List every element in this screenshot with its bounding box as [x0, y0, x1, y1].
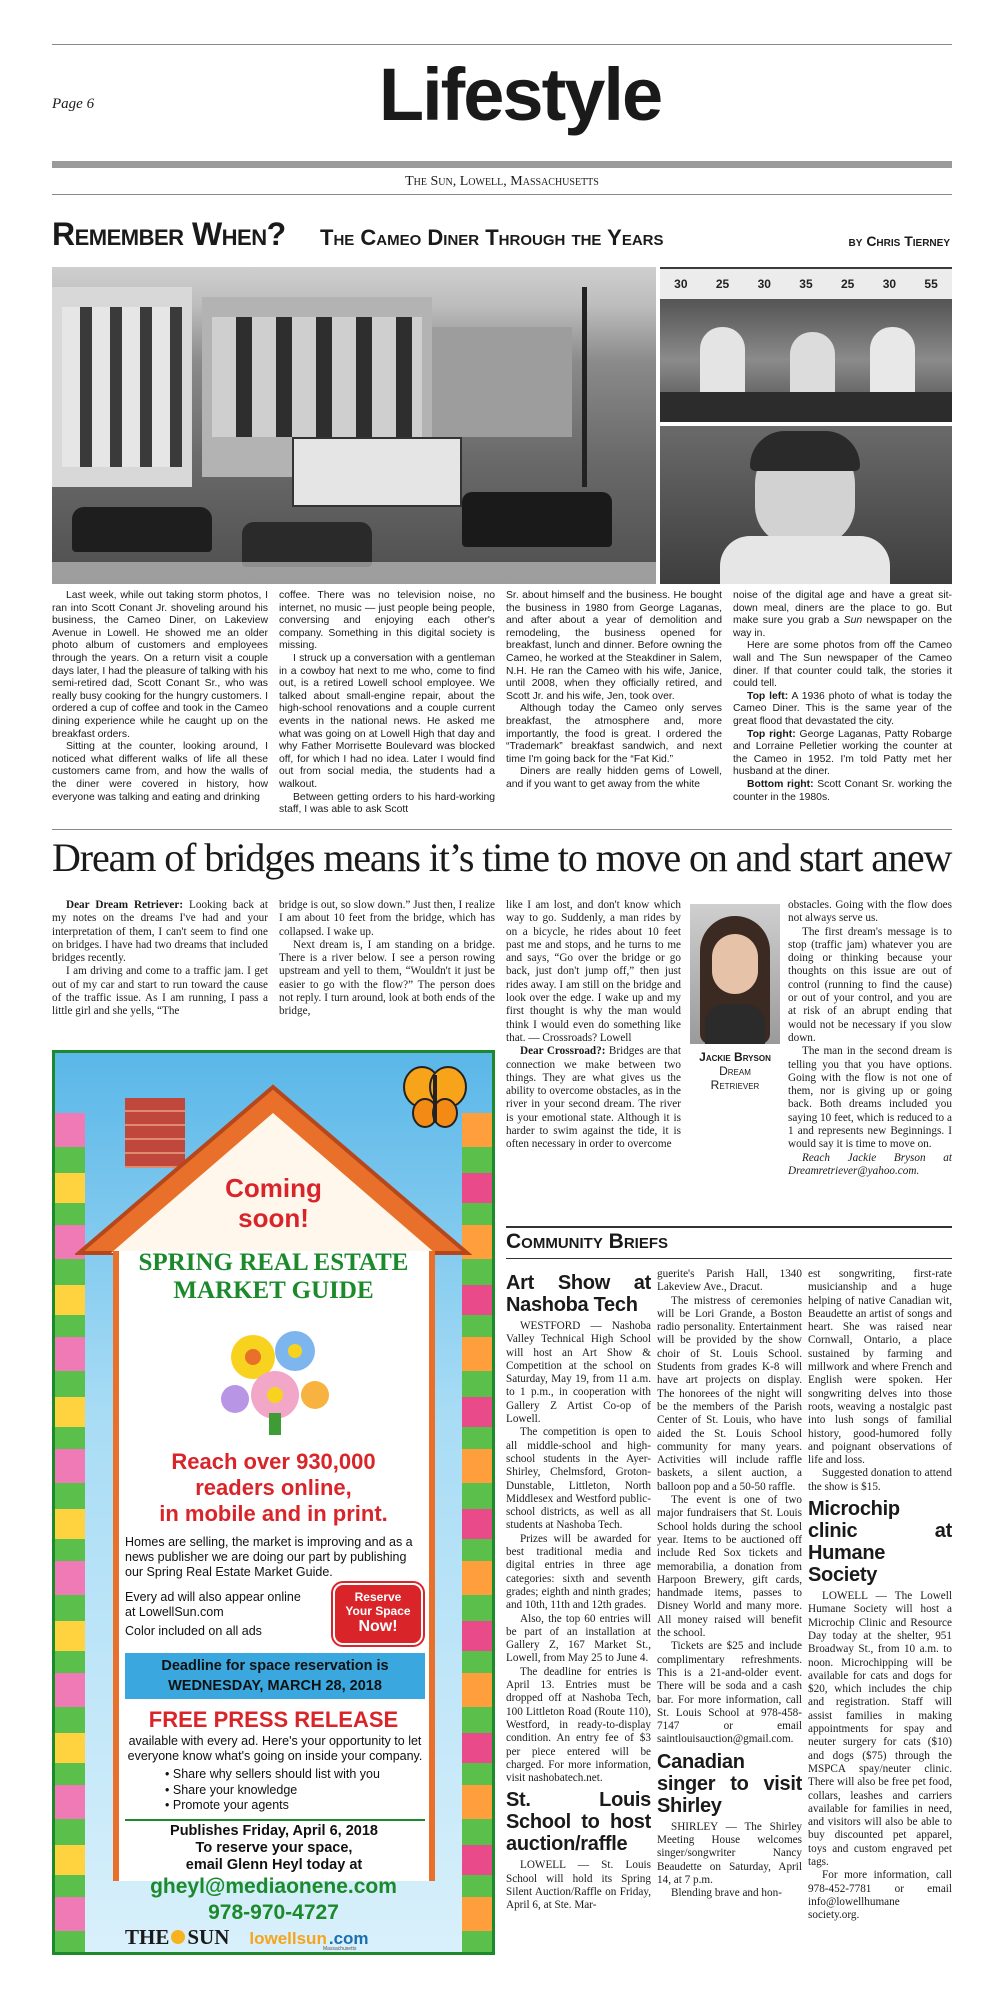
section-divider	[52, 829, 952, 830]
dream-column-4	[788, 899, 952, 1221]
paragraph: coffee. There was no television noise, no internet, no music — just people being people, conversing and enjoying each other's company. Something in this digital society is missing.	[279, 590, 495, 652]
ad-reach	[55, 1449, 492, 1527]
paragraph: The man in the second dream is telling you that you have options. Going with the flow is not one of them, nor is giving up or going back. Both dreams included you saying 10 feet, which is reduced to a 1 and represents new Beginnings. I would say it is time to move on.	[788, 1045, 952, 1151]
paragraph: The event is one of two major fundraisers that St. Louis School holds during the school year. Items to be auctioned off include Red Sox tickets and memorabilia, a donation from Harpoon Brewery, gift cards, handmade items, passes to Disney World and many more. All money raised will benefit the school.	[657, 1494, 802, 1640]
publish-info	[113, 1823, 435, 1874]
free-press-title: FREE PRESS RELEASE	[148, 1707, 399, 1732]
free-press-body: available with every ad. Here's your opportunity to let everyone know what's going on inside your company.	[127, 1734, 423, 1763]
paragraph: Blending brave and hon-	[671, 1887, 782, 1900]
caption-label: Top right:	[747, 728, 796, 740]
ad-bullets	[165, 1767, 425, 1814]
paragraph: Although today the Cameo only serves breakfast, the atmosphere and, more importantly, the food is great. I ordered the “Trademark” breakfast sandwich, and next time I'm going back for the “Fat Kid.”	[506, 703, 722, 765]
online-line: Every ad will also appear online	[125, 1590, 301, 1604]
paragraph: Between getting orders to his hard-working staff, I was able to ask Scott	[279, 791, 495, 816]
cameo-1952-counter-photo	[660, 267, 952, 422]
reserve-badge	[333, 1583, 423, 1645]
logo-sun: SUN	[187, 1925, 230, 1949]
paragraph: For more information, call 978-452-7781 or email info@lowellhumane society.org.	[808, 1869, 952, 1922]
paragraph: Sr. about himself and the business. He bought the business in 1980 from George Laganas, and after about a year of demolition and remodeling, the business opened for breakfast, lunch and dinner. Before owning the Cameo, he worked at the Steakdiner in Salem, N.H. He ran the Cameo with his wife, Janice, until 2008, when they officially retired, and Scott Jr. and his wife, Jen, took over.	[506, 590, 722, 702]
publish-line: email Glenn Heyl today at	[185, 1857, 363, 1873]
contact: Reach Jackie Bryson at Dreamretriever@yahoo.com.	[788, 1151, 952, 1177]
caption-label: Top left:	[747, 690, 789, 702]
paragraph: guerite's Parish Hall, 1340 Lakeview Ave., Dracut.	[657, 1268, 802, 1294]
briefs-column-1	[506, 1268, 651, 1958]
bullet-item: • Share why sellers should list with you	[165, 1767, 380, 1781]
author-title: Dream	[719, 1064, 751, 1078]
paragraph: Suggested donation to attend the show is $15.	[808, 1467, 952, 1493]
dream-column-1	[52, 899, 268, 1044]
reach-line: in mobile and in print.	[159, 1501, 388, 1526]
feature-byline: by Chris Tierney	[848, 233, 950, 249]
paragraph: The deadline for entries is April 13. Entries must be dropped off at Nashoba Tech, 100 Littleton Road (Route 110), Westford, in ready-to-display condition. An entry fee of $3 per piece entered will be charged. For more information, visit nashobatech.net.	[506, 1665, 651, 1785]
briefs-top-rule	[506, 1226, 952, 1228]
publish-line: To reserve your space,	[195, 1840, 353, 1856]
caption-label: Bottom right:	[747, 778, 814, 790]
publish-line: Publishes Friday, April 6, 2018	[170, 1823, 378, 1839]
real-estate-ad	[52, 1050, 495, 1955]
paragraph: The mistress of ceremonies will be Lori Grande, a Boston radio personality. Entertainment will be provided by the show choir of St. Louis School. Students from grades K-8 will have art projects on display. The honorees of the night will be the members of the Parish Center of St. Louis, who have aided the St. Louis School community for many years. Activities will include raffle baskets, a silent auction, a balloon pop and a 50-50 raffle.	[657, 1294, 802, 1493]
feature-column-4	[733, 590, 952, 827]
letter-lead: Dear Dream Retriever:	[66, 899, 184, 911]
paragraph: bridge is out, so slow down.” Just then, I realize I am about 10 feet from the bridge, which has collapsed. I wake up.	[279, 899, 495, 938]
paragraph: Also, the top 60 entries will be part of an installation at Gallery Z, 167 Market St., Lowell, from May 25 to June 4.	[506, 1612, 651, 1665]
top-rule	[52, 44, 952, 45]
menu-price: 25	[840, 277, 855, 291]
paragraph: like I am lost, and don't know which way to go. Suddenly, a man rides by on a bicycle, he rides about 10 feet past me and stops, and he turns to me and says, “Go over the bridge or go back, just don't jump off,” then just rides away. I am still on the bridge and look over the edge. I wake up and my first thought is why the man would think I would even do something like that. — Crossroads? Lowell	[506, 899, 681, 1044]
badge-line: Your Space	[345, 1604, 411, 1618]
ad-logos	[125, 1925, 425, 1953]
section-title: Lifestyle	[378, 53, 662, 136]
reach-line: Reach over 930,000	[171, 1449, 376, 1474]
paragraph: Sitting at the counter, looking around, I noticed what different walks of life all these customers came from, and how the walls of the diner were covered in history, how everyone was talking and eating and drinking	[52, 741, 268, 803]
ad-body: Homes are selling, the market is improving and as a news publisher we are doing our part by publishing our Spring Real Estate Market Guide.	[125, 1535, 413, 1579]
paragraph: SHIRLEY — The Shirley Meeting House welcomes singer/songwriter Nancy Beaudette on Saturday, April 14, at 7 p.m.	[657, 1820, 802, 1886]
cameo-1936-photo	[52, 267, 656, 584]
text: Sun	[843, 615, 863, 627]
menu-price: 35	[799, 277, 813, 291]
author-photo	[690, 904, 780, 1044]
logo-web: lowellsun	[249, 1929, 327, 1948]
bullet-text: Share why sellers should list with you	[172, 1767, 380, 1781]
caption: A 1936 photo of what is today the Cameo Diner. This is the same year of the great flood that devastated the city.	[733, 690, 952, 727]
masthead-bar	[52, 161, 952, 168]
page-number: Page 6	[52, 96, 95, 112]
menu-price: 30	[674, 277, 688, 291]
paragraph: obstacles. Going with the flow does not always serve us.	[788, 899, 952, 925]
deadline-line: Deadline for space reservation is	[161, 1658, 389, 1674]
ad-coming-soon	[55, 1173, 492, 1233]
sun-icon	[171, 1930, 185, 1944]
bullet-item: • Share your knowledge	[165, 1782, 298, 1797]
logo-state: Massachusetts	[323, 1946, 357, 1952]
bullet-item: • Promote your agents	[165, 1798, 289, 1812]
butterfly-icon	[400, 1061, 470, 1131]
logo-com: .com	[328, 1929, 369, 1948]
paragraph: WESTFORD — Nashoba Valley Technical High School will host an Art Show & Competition at the school on Saturday, May 19, from 11 a.m. to 1 p.m., in cooperation with Gallery Z Artist Co-op of Lowell.	[506, 1320, 651, 1426]
paragraph: Here are some photos from off the Cameo wall and The Sun newspaper of the Cameo diner. If that counter could talk, the stories it could tell.	[733, 640, 952, 690]
ad-title-line: SPRING REAL ESTATE	[138, 1249, 409, 1276]
dream-headline: Dream of bridges means it’s time to move on and start anew	[52, 835, 952, 880]
logo-the: THE	[125, 1925, 170, 1949]
ad-phone: 978-970-4727	[208, 1901, 339, 1924]
dream-column-3	[506, 899, 681, 1221]
paragraph: Tickets are $25 and include complimentary refreshments. This is a 21-and-older event. There will be soda and a cash bar. For more information, call St. Louis School at 978-458-7147 or email saintlouisauction@gmail.com.	[657, 1640, 802, 1746]
author-title: Retriever	[710, 1078, 760, 1092]
reach-line: readers online,	[195, 1475, 352, 1500]
ad-online	[125, 1590, 325, 1639]
text: Bridges are that connection we make between two things. They are what gives us the ability to overcome obstacles, as in the river in your second dream. The river is your emotional state. Although it is harder to swim against the tide, it is often necessary in order to overcome	[506, 1045, 681, 1151]
badge-line: Now!	[358, 1618, 398, 1635]
masthead-underline	[52, 194, 952, 195]
briefs-header-rule	[506, 1258, 952, 1259]
deadline-line: WEDNESDAY, MARCH 28, 2018	[168, 1678, 382, 1694]
text: noise of the digital age and have a great sit-down meal, diners are the place to go. But make sure you grab a	[733, 590, 952, 627]
brief-title: St. Louis School to host auction/raffle	[506, 1789, 651, 1856]
author-credit	[683, 1050, 787, 1092]
caption: Scott Conant Sr. working the counter in the 1980s.	[733, 778, 952, 803]
paragraph: Next dream is, I am standing on a bridge. There is a river below. I see a person rowing upstream and yell to them, “Wouldn't it just be easier to go with the flow?” The person does not reply. I turn around, look at both ends of the bridge,	[279, 938, 495, 1018]
brief-title: Art Show at Nashoba Tech	[506, 1272, 651, 1316]
menu-price: 25	[715, 277, 730, 291]
paragraph: LOWELL — The Lowell Humane Society will host a Microchip Clinic and Resource Day today at the shelter, 951 Broadway St., from 10 a.m. to noon. Microchipping will be available for cats and dogs for $20, which includes the chip and registration. Staff will assist families in making appointments for spay and neuter surgery for cats ($10) and dogs ($75) through the MSPCA spay/neuter clinic. There will also be free pet food, collars, leashes and carriers available for families in need, and visitors will also be able to buy discounted pet apparel, toys and custom engraved pet tags.	[808, 1590, 952, 1868]
bullet-text: Share your knowledge	[172, 1782, 298, 1797]
feature-column-3	[506, 590, 722, 827]
soon-text: soon!	[238, 1203, 309, 1233]
paragraph: The competition is open to all middle-school and high-school students in the Ayer-Shirley, Chelmsford, Groton-Dunstable, Littleton, North Middlesex and Westford public-school districts, as well as all students at Nashoba Tech.	[506, 1426, 651, 1532]
caption: George Laganas, Patty Robarge and Lorraine Pelletier working the counter at the Cameo in 1952. I'm told Patty met her husband at the diner.	[733, 728, 952, 778]
briefs-column-2	[657, 1268, 802, 1958]
feature-title: The Cameo Diner Through the Years	[320, 225, 664, 250]
deadline-banner	[125, 1653, 425, 1699]
text: Looking back at my notes on the dreams I've had and your interpretation of them, I can't seem to find one on bridges. I have had two dreams that included bridges recently.	[52, 899, 268, 965]
conant-1980s-photo	[660, 426, 952, 584]
coming-text: Coming	[225, 1173, 322, 1203]
divider	[125, 1819, 425, 1821]
paragraph: The first dream's message is to stop (traffic jam) whatever you are doing or thinking because your thoughts on this issue are out of control (running to find the cause) or out of your control, and you are at risk of an abrupt ending that would not be necessary if you slow down.	[788, 925, 952, 1044]
paragraph: I struck up a conversation with a gentleman in a cowboy hat next to me who, come to find out, is a retired Lowell school employee. We talked about small-engine repair, about the high-school renovations and a couple current events in the national news. He asked me what was going on at Lowell High that day and why Father Morrisette Boulevard was blocked off, for which I had no idea. Later I would find out from social media, the students had a walkout.	[279, 652, 495, 790]
menu-price: 55	[924, 277, 938, 291]
ad-title-line: MARKET GUIDE	[173, 1277, 374, 1304]
paragraph: Diners are really hidden gems of Lowell, and if you want to get away from the white	[506, 766, 722, 790]
color-line: Color included on all ads	[125, 1624, 262, 1638]
briefs-header: Community Briefs	[506, 1230, 668, 1253]
paragraph: Last week, while out taking storm photos, I ran into Scott Conant Jr. shoveling around his business, the Cameo Diner, on Lakeview Avenue in Lowell. He showed me an older photo album of customers and employees through the years. On a return visit a couple days later, I had the pleasure of talking with his semi-retired dad, Scott Conant Sr., who was really busy cooking for the hungry customers. I ordered a cup of coffee and took in the Cameo dining experience while he caught up on the breakfast orders.	[52, 590, 268, 740]
text: newspaper on the way in.	[733, 615, 952, 639]
letter-lead: Dear Crossroad?:	[520, 1045, 606, 1058]
paragraph: Prizes will be awarded for best traditional media and digital entries in three age categories: sixth and seventh grades; eighth and ninth grades; and 10th, 11th and 12th grades.	[506, 1532, 651, 1612]
flower-bouquet-icon	[213, 1317, 337, 1435]
bullet-text: Promote your agents	[172, 1798, 289, 1812]
menu-price: 30	[757, 277, 771, 291]
brief-title: Canadian singer to visit Shirley	[657, 1750, 802, 1817]
badge-line: Reserve	[354, 1590, 402, 1604]
feature-column-1	[52, 590, 268, 827]
feature-column-2	[279, 590, 495, 827]
paragraph: I am driving and come to a traffic jam. I get out of my car and start to run toward the cause of the traffic issue. As I am running, I pass a little girl and she yells, “The	[52, 965, 268, 1018]
author-name: Jackie Bryson	[699, 1050, 771, 1064]
ad-title	[55, 1249, 492, 1305]
online-line: at LowellSun.com	[125, 1605, 224, 1619]
paper-name: The Sun, Lowell, Massachusetts	[405, 174, 599, 189]
briefs-column-3	[808, 1268, 952, 1958]
menu-price: 30	[882, 277, 897, 291]
brief-title: Microchip clinic at Humane Society	[808, 1498, 952, 1587]
ad-email: gheyl@mediaonene.com	[150, 1875, 397, 1898]
feature-kicker: Remember When?	[52, 216, 286, 252]
paragraph: LOWELL — St. Louis School will hold its Spring Silent Auction/Raffle on Friday, April 6, at Ste. Mar-	[506, 1859, 651, 1912]
paragraph: est songwriting, first-rate musicianship and a huge helping of native Canadian wit, Beaudette an artist of songs and heart. She was raised near Cornwall, Ontario, a place sustained by farming and millwork and where French and English were spoken. Her songwriting delves into those roots, weaving a nostalgic past into lush songs of familial history, good-humored folly and poignant observations of life and loss.	[808, 1268, 952, 1467]
dream-column-2	[279, 899, 495, 1044]
